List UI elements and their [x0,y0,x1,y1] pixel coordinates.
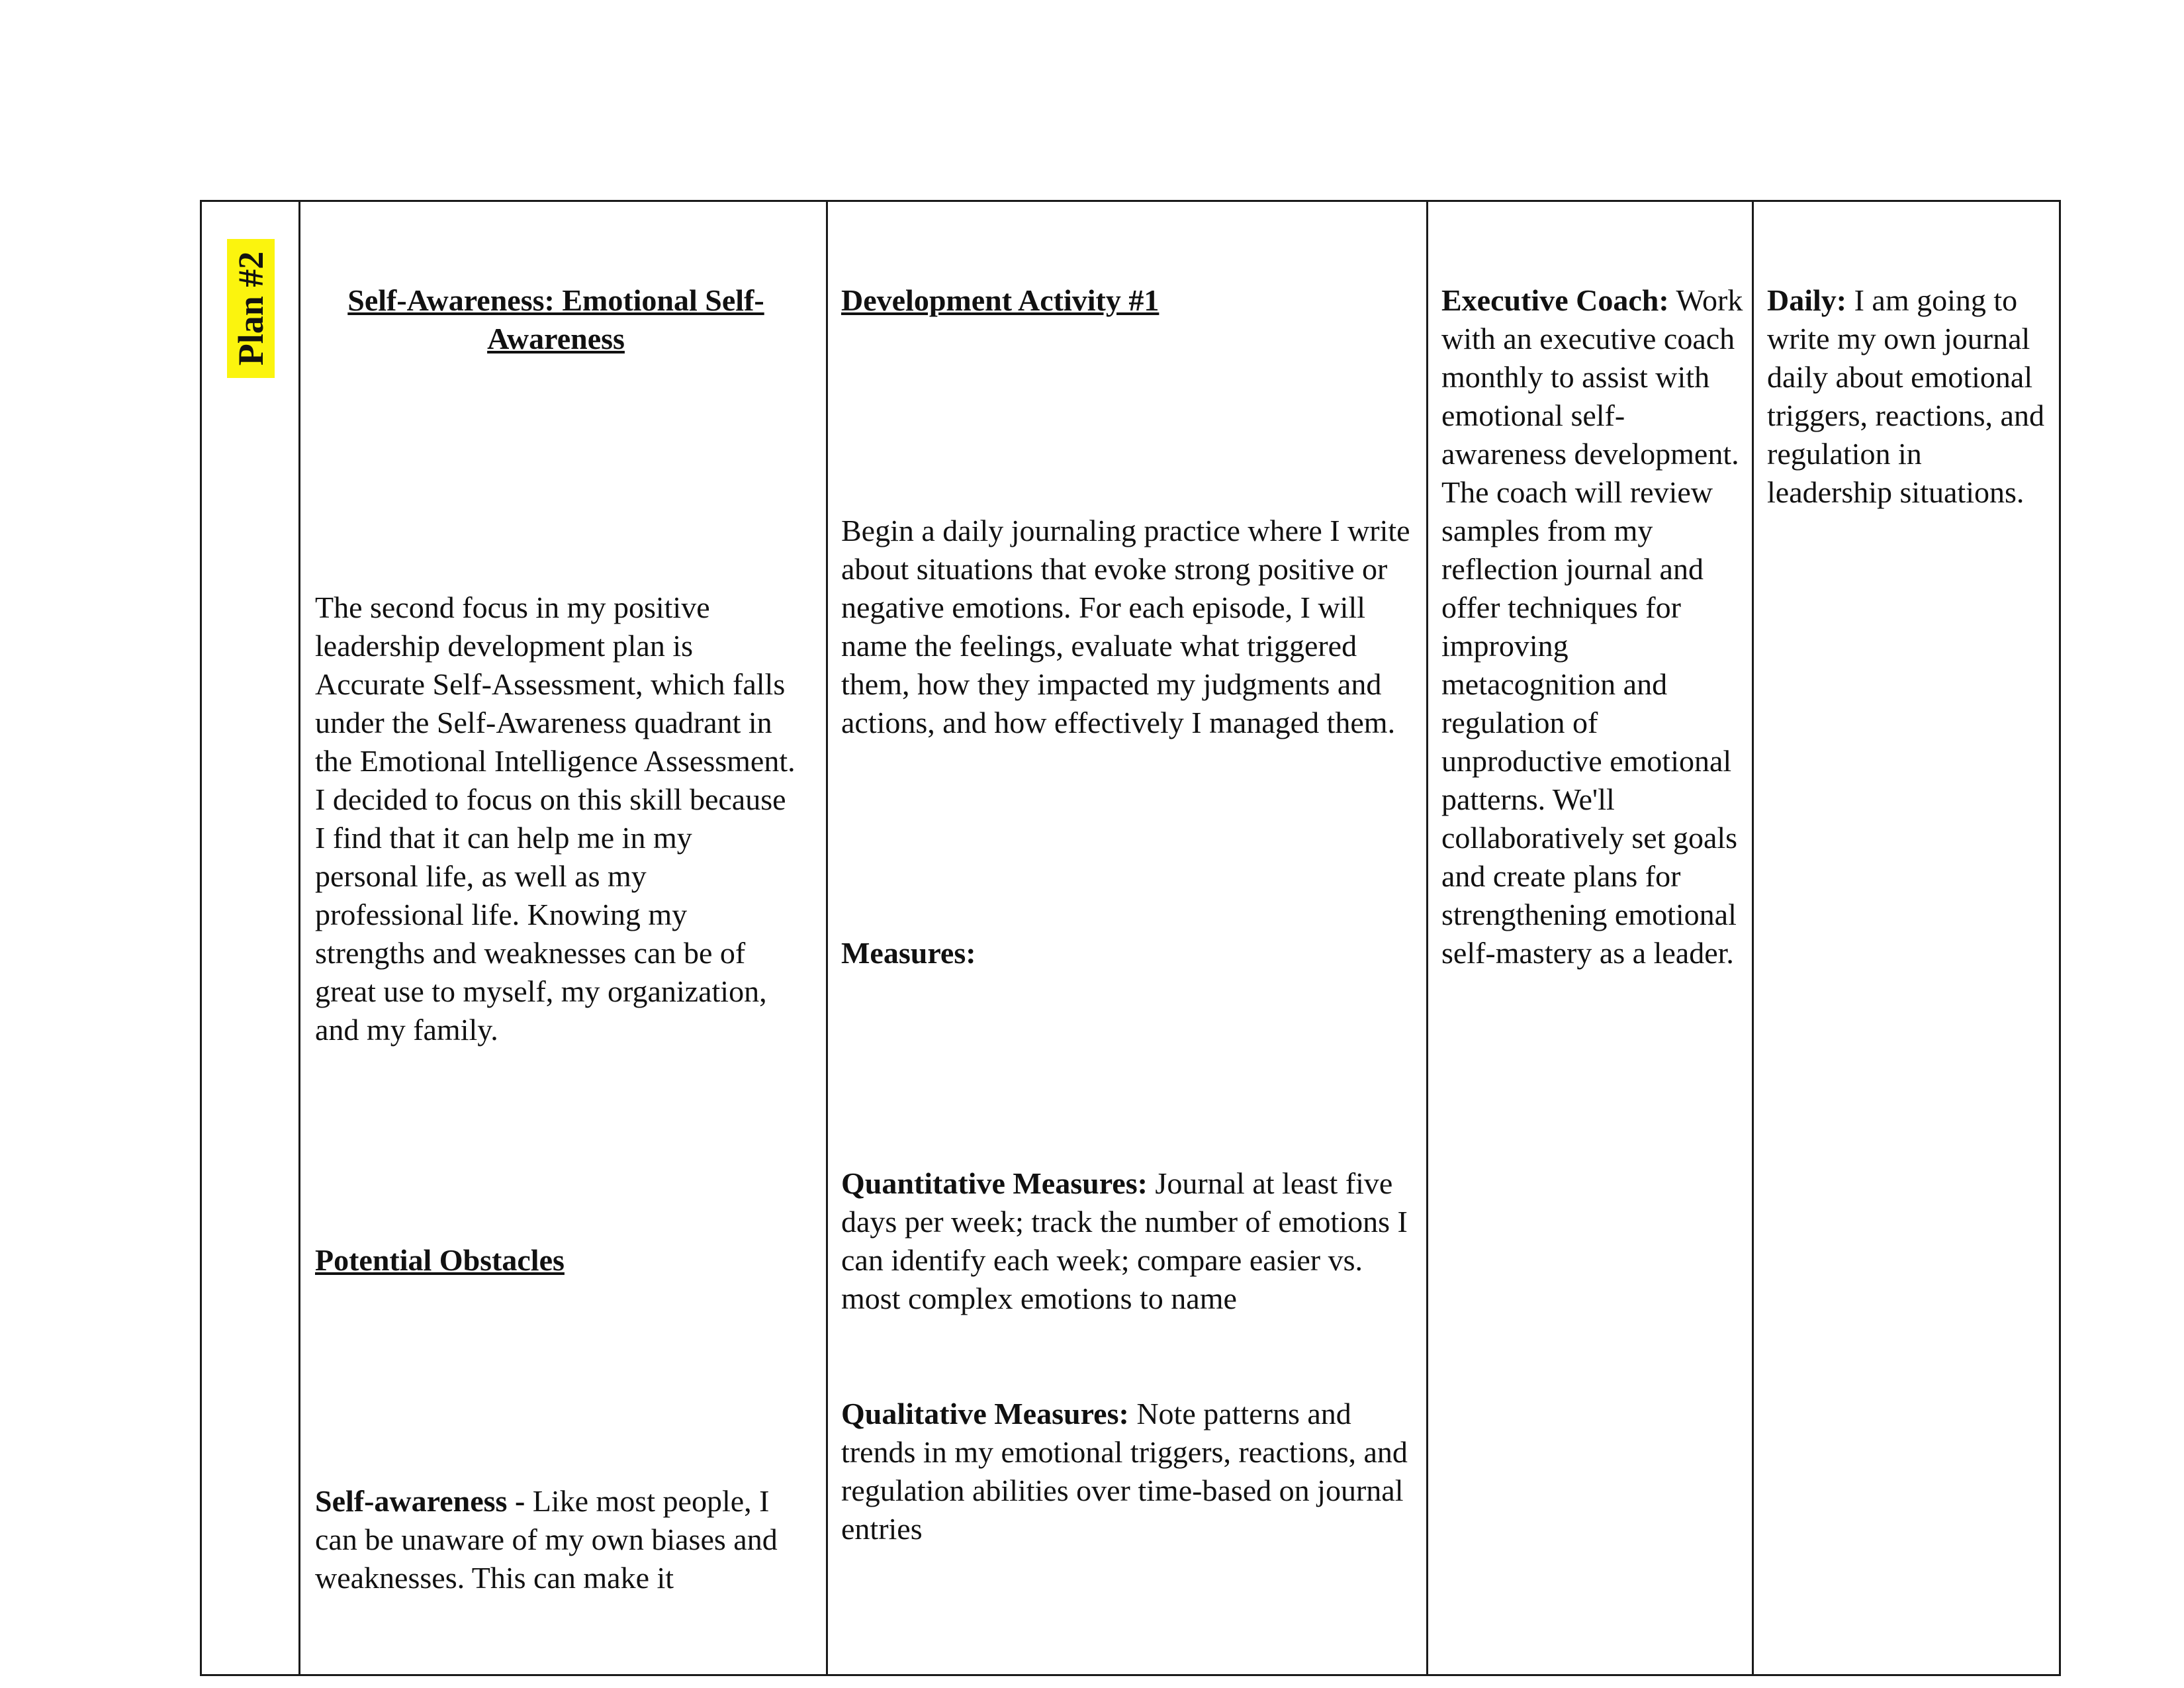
qualitative-label: Qualitative Measures: [841,1397,1129,1430]
obstacles-heading: Potential Obstacles [315,1243,565,1277]
qualitative-text: Note patterns and trends in my emotional triggers, reactions, and regulation abilities over time-based on journal entries [841,1397,1416,1546]
plan-row [201,201,2060,1675]
plan-label-text: Plan #2 [231,251,271,366]
quantitative-text: Journal at least five days per week; track the number of emotions I can identify each week; compare easier vs. most complex emotions to name [841,1166,1416,1315]
coach-cell [1428,201,1753,1675]
focus-cell [300,201,827,1675]
daily-paragraph [1767,281,2050,512]
activity-heading: Development Activity #1 [841,283,1160,317]
daily-text: I am going to write my own journal daily about emotional triggers, reactions, and regulation in leadership situations. [1767,283,2052,509]
obstacle-text: Like most people, I can be unaware of my own biases and weaknesses. This can make it [315,1484,786,1595]
focus-heading: Self-Awareness: Emotional Self-Awareness [347,283,764,355]
daily-label: Daily: [1767,283,1847,317]
coach-label: Executive Coach: [1441,283,1669,317]
daily-cell [1753,201,2060,1675]
coach-text: Work with an executive coach monthly to assist with emotional self-awareness development. The coach will review samples from my reflection journal and offer techniques for improving metacognition and regulation of unproductive emotional patterns. We'll collaboratively set goals and create plans for strengthening emotional self-mastery as a leader. [1441,283,1751,970]
measures-heading: Measures: [841,936,976,970]
plan-label [227,239,275,378]
activity-cell [827,201,1428,1675]
obstacle-item [315,1482,797,1597]
qualitative-measures [841,1395,1416,1548]
development-plan-table [200,200,2061,1676]
plan-label-cell [201,201,300,1675]
focus-body: The second focus in my positive leadership development plan is Accurate Self-Assessment, which falls under the Self-Awareness quadrant in the Emotional Intelligence Assessment. I decided to focus on this skill because I find that it can help me in my personal life, as well as my professional life. Knowing my strengths and weaknesses can be of great use to myself, my organization, and my family. [315,590,803,1047]
obstacle-label: Self-awareness - [315,1484,525,1518]
quantitative-label: Quantitative Measures: [841,1166,1148,1200]
activity-body: Begin a daily journaling practice where I write about situations that evoke strong positive or negative emotions. For each episode, I will name the feelings, evaluate what triggered them, how they impacted my judgments and actions, and how effectively I managed them. [841,514,1418,739]
quantitative-measures [841,1164,1416,1318]
coach-paragraph [1441,281,1751,972]
